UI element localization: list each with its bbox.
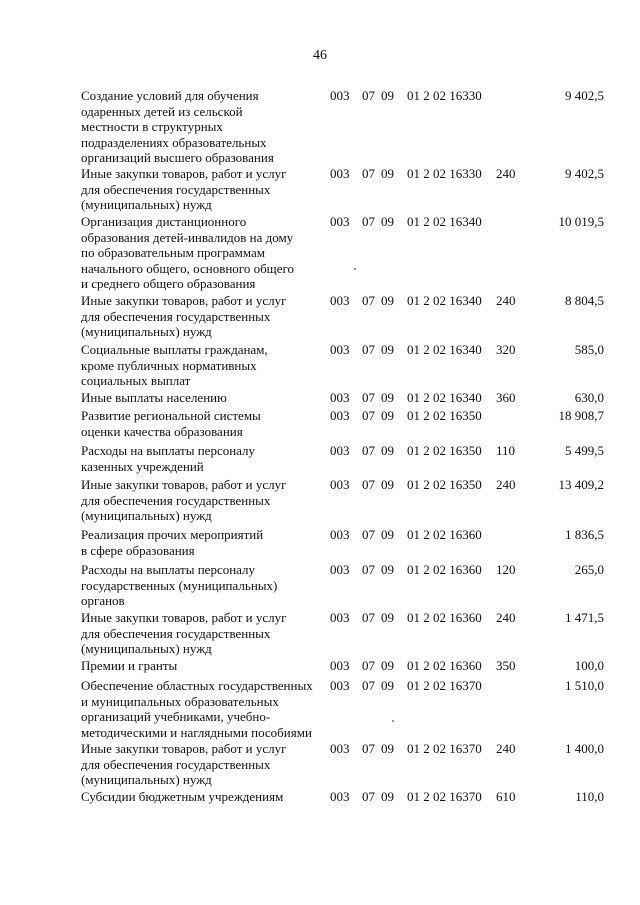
row-expense-type: 240	[496, 610, 516, 625]
row-expense-type: 240	[496, 166, 516, 181]
row-expense-type: 120	[496, 562, 516, 577]
row-name-line: Иные закупки товаров, работ и услуг	[81, 477, 287, 492]
row-subsection: 09	[381, 443, 394, 458]
row-section: 07	[362, 610, 375, 625]
row-amount: 1 836,5	[565, 527, 604, 542]
row-name-line: Субсидии бюджетным учреждениям	[81, 789, 284, 804]
row-name	[81, 166, 321, 213]
row-name-line: образования детей-инвалидов на дому	[81, 229, 294, 245]
row-name-line: Социальные выплаты гражданам,	[81, 342, 268, 357]
row-subsection: 09	[381, 166, 394, 181]
row-subsection: 09	[381, 610, 394, 625]
row-target-code: 01 2 02 16340	[407, 390, 482, 405]
row-target-code: 01 2 02 16370	[407, 741, 482, 756]
row-target-code: 01 2 02 16330	[407, 166, 482, 181]
row-section: 07	[362, 166, 375, 181]
row-name-line: Иные выплаты населению	[81, 390, 227, 405]
row-name-line: методическими и наглядными пособиями	[81, 724, 312, 740]
row-name-line: для обеспечения государственных	[81, 625, 271, 641]
row-name-line: государственных (муниципальных)	[81, 577, 278, 593]
row-amount: 13 409,2	[558, 477, 604, 492]
row-name	[81, 678, 321, 740]
row-target-code: 01 2 02 16360	[407, 610, 482, 625]
row-dept-code: 003	[330, 214, 350, 229]
row-expense-type: 350	[496, 658, 516, 673]
row-target-code: 01 2 02 16340	[407, 293, 482, 308]
row-subsection: 09	[381, 789, 394, 804]
row-section: 07	[362, 562, 375, 577]
row-dept-code: 003	[330, 443, 350, 458]
row-name	[81, 658, 321, 674]
row-section: 07	[362, 214, 375, 229]
row-section: 07	[362, 342, 375, 357]
row-subsection: 09	[381, 741, 394, 756]
row-target-code: 01 2 02 16350	[407, 443, 482, 458]
row-expense-type: 240	[496, 741, 516, 756]
row-name-line: органов	[81, 593, 125, 608]
row-dept-code: 003	[330, 408, 350, 423]
row-expense-type: 360	[496, 390, 516, 405]
row-name-line: начального общего, основного общего	[81, 260, 294, 276]
row-amount: 585,0	[574, 342, 604, 357]
row-subsection: 09	[381, 562, 394, 577]
row-amount: 9 402,5	[565, 88, 604, 103]
row-dept-code: 003	[330, 88, 350, 103]
row-dept-code: 003	[330, 166, 350, 181]
row-expense-type: 320	[496, 342, 516, 357]
row-dept-code: 003	[330, 789, 350, 804]
row-amount: 1 471,5	[565, 610, 604, 625]
row-section: 07	[362, 88, 375, 103]
row-amount: 100,0	[574, 658, 604, 673]
row-amount: 18 908,7	[558, 408, 604, 423]
row-expense-type: 240	[496, 293, 516, 308]
row-name	[81, 610, 321, 657]
row-name-line: Организация дистанционного	[81, 214, 247, 229]
row-name-line: Иные закупки товаров, работ и услуг	[81, 293, 287, 308]
row-section: 07	[362, 408, 375, 423]
row-name-line: и среднего общего образования	[81, 276, 256, 291]
row-name-line: кроме публичных нормативных	[81, 357, 257, 373]
row-name-line: по образовательным программам	[81, 245, 266, 260]
scan-speck	[354, 268, 356, 270]
row-amount: 8 804,5	[565, 293, 604, 308]
row-subsection: 09	[381, 342, 394, 357]
row-name	[81, 88, 321, 166]
row-section: 07	[362, 443, 375, 458]
row-name	[81, 789, 321, 805]
row-target-code: 01 2 02 16330	[407, 88, 482, 103]
row-section: 07	[362, 678, 375, 693]
row-subsection: 09	[381, 658, 394, 673]
row-name-line: Расходы на выплаты персоналу	[81, 443, 256, 458]
row-name-line: Премии и гранты	[81, 658, 178, 673]
row-name-line: местности в структурных	[81, 119, 223, 134]
row-name	[81, 390, 321, 406]
row-subsection: 09	[381, 390, 394, 405]
row-expense-type: 240	[496, 477, 516, 492]
row-name-line: Иные закупки товаров, работ и услуг	[81, 166, 287, 181]
scan-speck	[392, 720, 394, 722]
row-expense-type: 610	[496, 789, 516, 804]
row-target-code: 01 2 02 16360	[407, 562, 482, 577]
row-dept-code: 003	[330, 562, 350, 577]
row-section: 07	[362, 527, 375, 542]
row-amount: 5 499,5	[565, 443, 604, 458]
row-dept-code: 003	[330, 390, 350, 405]
row-dept-code: 003	[330, 610, 350, 625]
row-name-line: для обеспечения государственных	[81, 181, 271, 197]
row-name-line: (муниципальных) нужд	[81, 324, 212, 339]
row-amount: 265,0	[574, 562, 604, 577]
row-name-line: Расходы на выплаты персоналу	[81, 562, 256, 577]
row-section: 07	[362, 741, 375, 756]
row-name-line: подразделениях образовательных	[81, 134, 267, 150]
row-target-code: 01 2 02 16350	[407, 408, 482, 423]
row-subsection: 09	[381, 214, 394, 229]
row-name	[81, 342, 321, 389]
row-target-code: 01 2 02 16340	[407, 214, 482, 229]
row-target-code: 01 2 02 16340	[407, 342, 482, 357]
row-name-line: (муниципальных) нужд	[81, 197, 212, 212]
row-section: 07	[362, 293, 375, 308]
row-dept-code: 003	[330, 342, 350, 357]
row-target-code: 01 2 02 16370	[407, 789, 482, 804]
row-name	[81, 443, 321, 474]
row-target-code: 01 2 02 16360	[407, 527, 482, 542]
row-target-code: 01 2 02 16360	[407, 658, 482, 673]
row-amount: 110,0	[575, 789, 604, 804]
row-name	[81, 408, 321, 439]
row-subsection: 09	[381, 527, 394, 542]
row-name-line: для обеспечения государственных	[81, 756, 271, 772]
row-section: 07	[362, 390, 375, 405]
row-amount: 10 019,5	[558, 214, 604, 229]
row-dept-code: 003	[330, 477, 350, 492]
row-name	[81, 293, 321, 340]
row-name-line: для обеспечения государственных	[81, 308, 271, 324]
row-section: 07	[362, 789, 375, 804]
row-expense-type: 110	[496, 443, 516, 458]
row-subsection: 09	[381, 293, 394, 308]
row-name-line: организаций высшего образования	[81, 150, 274, 165]
row-subsection: 09	[381, 88, 394, 103]
row-name-line: для обеспечения государственных	[81, 492, 271, 508]
row-dept-code: 003	[330, 658, 350, 673]
row-name-line: (муниципальных) нужд	[81, 508, 212, 523]
row-name-line: Иные закупки товаров, работ и услуг	[81, 741, 287, 756]
row-name-line: одаренных детей из сельской	[81, 103, 243, 119]
row-name-line: (муниципальных) нужд	[81, 772, 212, 787]
row-dept-code: 003	[330, 293, 350, 308]
row-name-line: Обеспечение областных государственных	[81, 678, 313, 693]
row-section: 07	[362, 477, 375, 492]
row-name-line: социальных выплат	[81, 373, 191, 388]
row-subsection: 09	[381, 678, 394, 693]
row-name-line: Иные закупки товаров, работ и услуг	[81, 610, 287, 625]
row-dept-code: 003	[330, 678, 350, 693]
row-section: 07	[362, 658, 375, 673]
row-subsection: 09	[381, 477, 394, 492]
row-name-line: оценки качества образования	[81, 423, 243, 439]
row-subsection: 09	[381, 408, 394, 423]
row-amount: 1 510,0	[565, 678, 604, 693]
page-number: 46	[313, 48, 327, 63]
row-name	[81, 477, 321, 524]
row-amount: 630,0	[574, 390, 604, 405]
row-amount: 1 400,0	[565, 741, 604, 756]
row-name-line: и муниципальных образовательных	[81, 693, 279, 709]
row-name	[81, 741, 321, 788]
row-name-line: казенных учреждений	[81, 458, 204, 474]
row-name-line: организаций учебниками, учебно-	[81, 709, 271, 724]
row-name-line: Развитие региональной системы	[81, 408, 261, 423]
row-name-line: (муниципальных) нужд	[81, 641, 212, 656]
row-dept-code: 003	[330, 741, 350, 756]
row-name-line: Создание условий для обучения	[81, 88, 259, 103]
row-name-line: Реализация прочих мероприятий	[81, 527, 264, 542]
row-name	[81, 214, 321, 292]
row-amount: 9 402,5	[565, 166, 604, 181]
row-target-code: 01 2 02 16350	[407, 477, 482, 492]
row-dept-code: 003	[330, 527, 350, 542]
row-name	[81, 562, 321, 609]
row-target-code: 01 2 02 16370	[407, 678, 482, 693]
row-name-line: в сфере образования	[81, 542, 195, 558]
row-name	[81, 527, 321, 558]
